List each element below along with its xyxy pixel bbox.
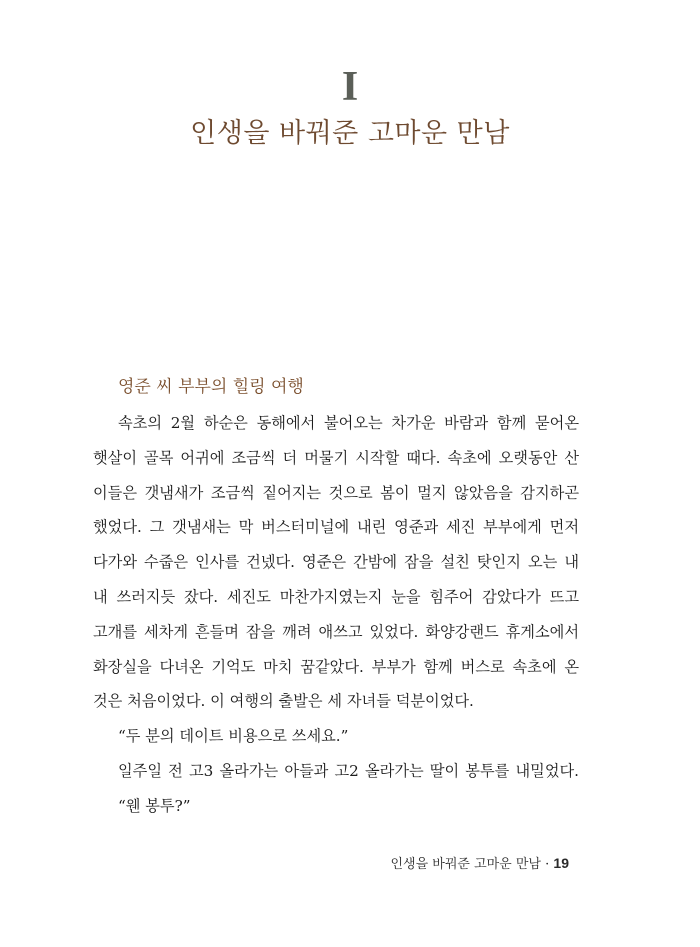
section-heading: 영준 씨 부부의 힐링 여행 bbox=[118, 377, 304, 397]
footer-title: 인생을 바꿔준 고마운 만남 bbox=[390, 857, 541, 872]
paragraph-line: 이들은 갯냄새가 조금씩 짙어지는 것으로 봄이 멀지 않았음을 감지하곤 bbox=[93, 483, 579, 502]
chapter-numeral: I bbox=[341, 64, 359, 110]
paragraph-line: 것은 처음이었다. 이 여행의 출발은 세 자녀들 덕분이었다. bbox=[93, 692, 474, 711]
running-footer bbox=[390, 853, 569, 875]
paragraph-line: 햇살이 골목 어귀에 조금씩 더 머물기 시작할 때다. 속초에 오랫동안 산 bbox=[93, 448, 579, 467]
paragraph-line: 내 쓰러지듯 잤다. 세진도 마찬가지였는지 눈을 힘주어 감았다가 뜨고 bbox=[93, 587, 579, 606]
dialogue-line: “웬 봉투?” bbox=[118, 796, 191, 815]
chapter-title: 인생을 바꿔준 고마운 만남 bbox=[190, 118, 510, 149]
dialogue-line: “두 분의 데이트 비용으로 쓰세요.” bbox=[118, 727, 349, 746]
page-number: 19 bbox=[553, 855, 569, 871]
paragraph-line: 다가와 수줍은 인사를 건넸다. 영준은 간밤에 잠을 설친 탓인지 오는 내 bbox=[93, 553, 579, 572]
paragraph-line: 화장실을 다녀온 기억도 마치 꿈같았다. 부부가 함께 버스로 속초에 온 bbox=[93, 657, 579, 676]
footer-separator: · bbox=[545, 857, 550, 872]
paragraph-line: 일주일 전 고3 올라가는 아들과 고2 올라가는 딸이 봉투를 내밀었다. bbox=[118, 761, 579, 780]
paragraph-line: 했었다. 그 갯냄새는 막 버스터미널에 내린 영준과 세진 부부에게 먼저 bbox=[93, 518, 579, 537]
body-text bbox=[93, 406, 579, 824]
paragraph-line: 속초의 2월 하순은 동해에서 불어오는 차가운 바람과 함께 묻어온 bbox=[118, 414, 579, 432]
paragraph-line: 고개를 세차게 흔들며 잠을 깨려 애쓰고 있었다. 화양강랜드 휴게소에서 bbox=[93, 622, 579, 641]
